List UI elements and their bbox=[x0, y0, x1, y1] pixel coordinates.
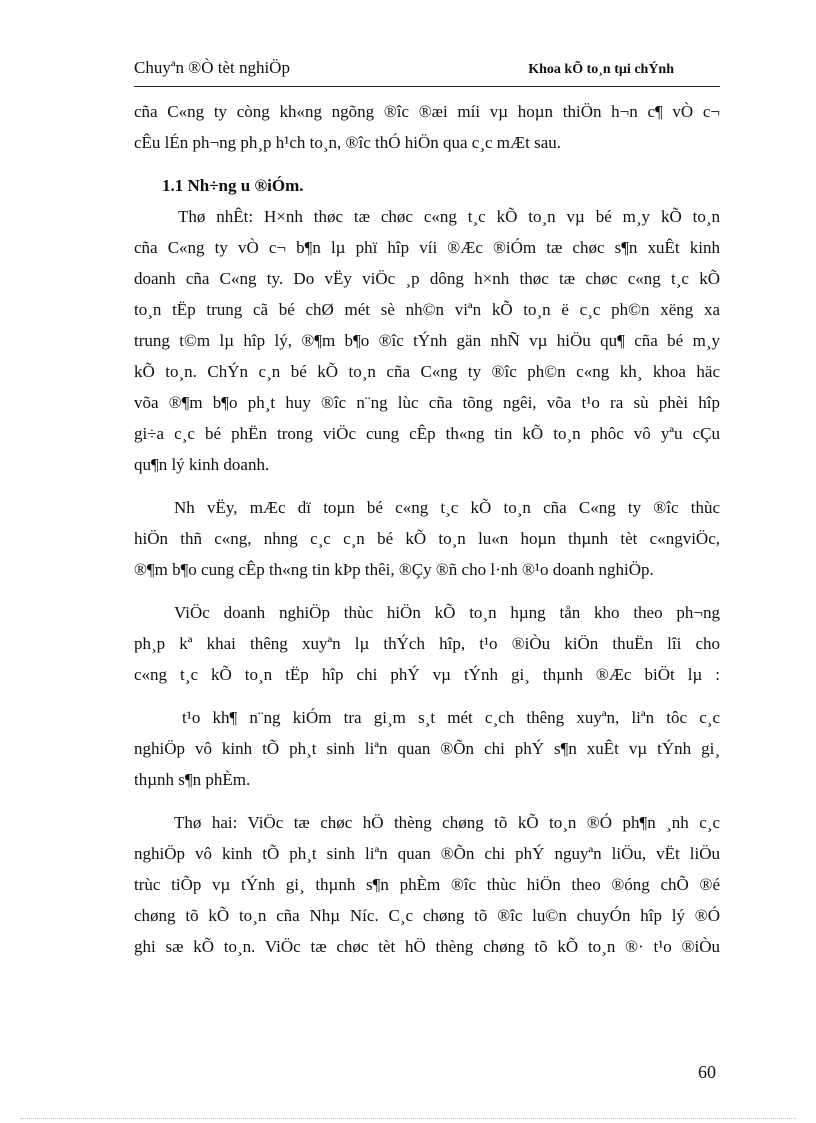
page-header bbox=[134, 52, 720, 87]
text-line: ghi sæ kÕ to¸n. ViÖc tæ chøc tèt hÖ thèng chøng tõ kÕ to¸n ®· t¹o ®iÒu bbox=[134, 937, 720, 956]
text-line: c«ng t¸c kÕ to¸n tËp hîp chi phÝ vµ tÝnh gi¸ thµnh ®Æc biÖt lµ : bbox=[134, 665, 720, 684]
text-line: doanh cña C«ng ty. Do vËy viÖc ¸p dông h×nh thøc tæ chøc c«ng t¸c kÕ bbox=[134, 269, 720, 288]
header-title-left: Chuyªn ®Ò tèt nghiÖp bbox=[134, 58, 290, 77]
text-line: ph¸p kª khai thêng xuyªn lµ thÝch hîp, t¹o ®iÒu kiÖn thuËn lîi cho bbox=[134, 634, 720, 653]
section-heading: 1.1 Nh÷ng u ®iÓm. bbox=[162, 176, 304, 195]
text-line: nghiÖp vô kinh tÕ ph¸t sinh liªn quan ®Õn chi phÝ nguyªn liÖu, vËt liÖu bbox=[134, 844, 720, 863]
text-line: to¸n tËp trung cã bé chØ mét sè nh©n viªn kÕ to¸n ë c¸c ph©n xëng xa bbox=[134, 300, 720, 319]
text-line: hiÖn thñ c«ng, nhng c¸c c¸n bé kÕ to¸n lu«n hoµn thµnh tèt c«ngviÖc, bbox=[134, 529, 720, 548]
text-line: gi÷a c¸c bé phËn trong viÖc cung cÊp th«ng tin kÕ to¸n phôc vô yªu cÇu bbox=[134, 424, 720, 443]
text-line: Nh vËy, mÆc dï toµn bé c«ng t¸c kÕ to¸n cña C«ng ty ®îc thùc bbox=[174, 498, 720, 517]
header-title-right: Khoa kÕ to¸n tµi chÝnh bbox=[528, 62, 674, 77]
text-line: võa ®¶m b¶o ph¸t huy ®îc n¨ng lùc cña tõng ngêi, võa t¹o ra sù phèi hîp bbox=[134, 393, 720, 412]
text-line: t¹o kh¶ n¨ng kiÓm tra gi¸m s¸t mét c¸ch thêng xuyªn, liªn tôc c¸c bbox=[182, 708, 720, 727]
page-number: 60 bbox=[698, 1062, 716, 1082]
text-line: nghiÖp vô kinh tÕ ph¸t sinh liªn quan ®Õn chi phÝ s¶n xuÊt vµ tÝnh gi¸ bbox=[134, 739, 720, 758]
text-line: trùc tiÕp vµ tÝnh gi¸ thµnh s¶n phÈm ®îc thùc hiÖn theo ®óng chÕ ®é bbox=[134, 875, 720, 894]
footer-divider bbox=[20, 1118, 796, 1119]
text-line: Thø hai: ViÖc tæ chøc hÖ thèng chøng tõ kÕ to¸n ®Ó ph¶n ¸nh c¸c bbox=[174, 813, 720, 832]
text-line: cña C«ng ty còng kh«ng ngõng ®îc ®æi míi vµ hoµn thiÖn h¬n c¶ vÒ c¬ bbox=[134, 102, 720, 121]
text-line: ViÖc doanh nghiÖp thùc hiÖn kÕ to¸n hµng tån kho theo ph¬ng bbox=[174, 603, 720, 622]
text-line: cña C«ng ty vÒ c¬ b¶n lµ phï hîp víi ®Æc ®iÓm tæ chøc s¶n xuÊt kinh bbox=[134, 238, 720, 257]
text-line: thµnh s¶n phÈm. bbox=[134, 770, 251, 789]
text-line: ®¶m b¶o cung cÊp th«ng tin kÞp thêi, ®Çy ®ñ cho l·nh ®¹o doanh nghiÖp. bbox=[134, 560, 654, 579]
text-line: qu¶n lý kinh doanh. bbox=[134, 455, 270, 474]
text-line: kÕ to¸n. ChÝn c¸n bé kÕ to¸n cña C«ng ty ®îc ph©n c«ng kh¸ khoa häc bbox=[134, 362, 720, 381]
text-line: chøng tõ kÕ to¸n cña Nhµ Níc. C¸c chøng tõ ®îc lu©n chuyÓn hîp lý ®Ó bbox=[134, 906, 720, 925]
document-body bbox=[134, 96, 720, 962]
text-line: cÊu lÉn ph¬ng ph¸p h¹ch to¸n, ®îc thÓ hiÖn qua c¸c mÆt sau. bbox=[134, 133, 562, 152]
text-line: Thø nhÊt: H×nh thøc tæ chøc c«ng t¸c kÕ to¸n vµ bé m¸y kÕ to¸n bbox=[178, 207, 720, 226]
text-line: trung t©m lµ hîp lý, ®¶m b¶o ®îc tÝnh gän nhÑ vµ hiÖu qu¶ cña bé m¸y bbox=[134, 331, 720, 350]
